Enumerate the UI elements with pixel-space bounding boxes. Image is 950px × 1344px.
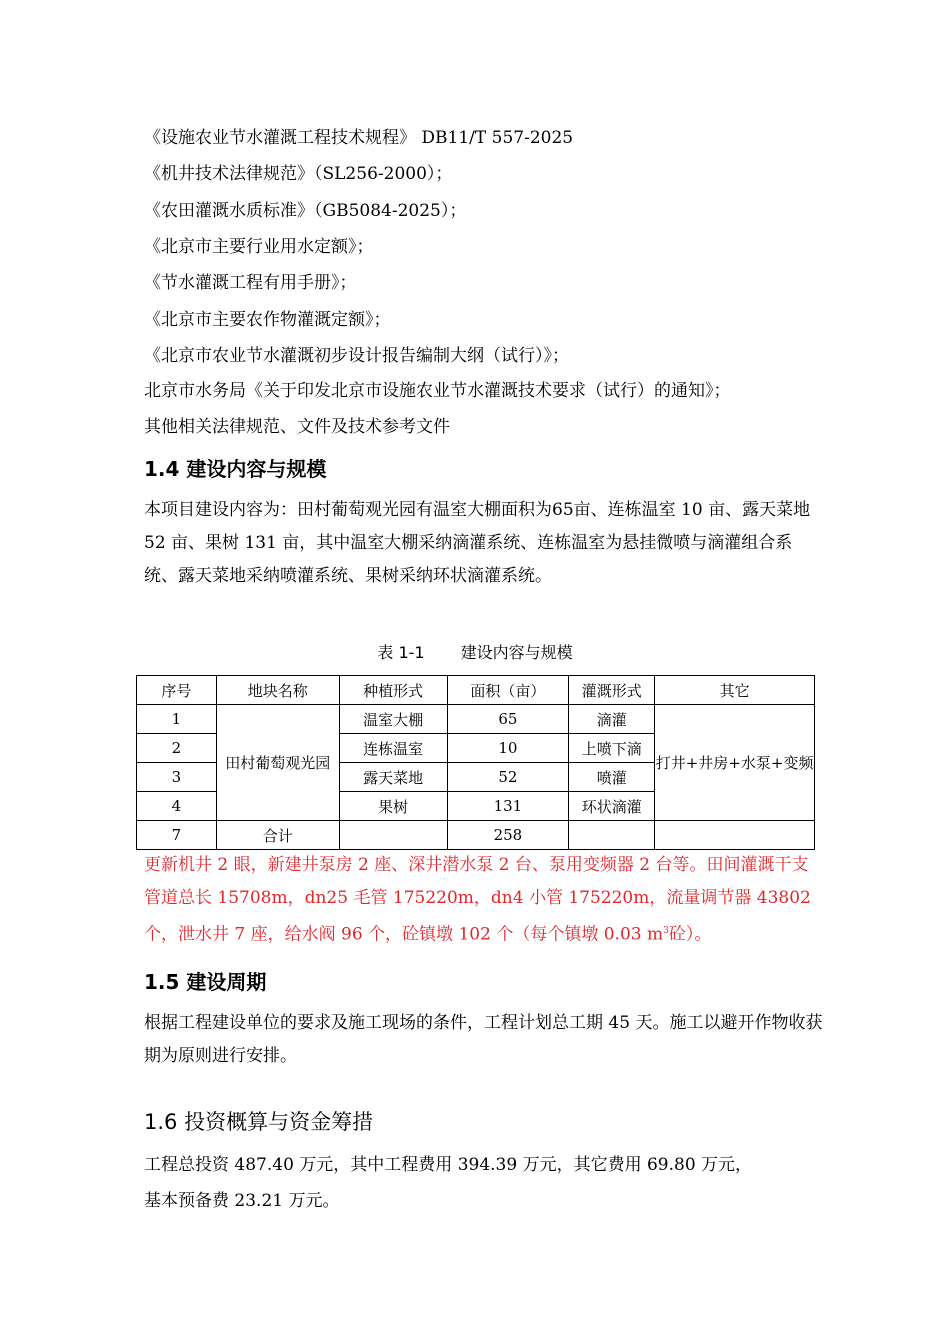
- table-header: 地块名称: [216, 676, 339, 705]
- red-note-text: 更新机井 2 眼，新建井泵房 2 座、深井潜水泵 2 台、泵用变频器 2 台等。田间灌溉干支管道总长 15708m，dn25 毛管 175220m，dn4 小管 175220m，流量调节器 43802 个，泄水井 7 座，给水阀 96 个，砼镇墩 102 个（每个镇墩 0.03 m: [144, 855, 811, 945]
- table-cell-area: 131: [447, 792, 569, 821]
- table-row: [137, 705, 815, 734]
- table-cell-irrigation: 喷灌: [569, 763, 655, 792]
- table-cell-irrigation: 上喷下滴: [569, 734, 655, 763]
- table-cell-other: 打井+井房+水泵+变频: [655, 705, 815, 821]
- section-heading-1-6: 1.6 投资概算与资金筹措: [144, 1110, 374, 1134]
- table-cell-total-label: 合计: [216, 821, 339, 850]
- table-header: 其它: [655, 676, 815, 705]
- table-cell-area: 10: [447, 734, 569, 763]
- reference-item: 《农田灌溉水质标准》（GB5084-2025）；: [144, 201, 467, 221]
- table-cell-empty: [655, 821, 815, 850]
- table-cell-no: 3: [137, 763, 217, 792]
- table-cell-total-area: 258: [447, 821, 569, 850]
- table-cell-no: 7: [137, 821, 217, 850]
- table-header: 种植形式: [339, 676, 447, 705]
- construction-scale-table: [136, 675, 815, 850]
- table-header: 面积（亩）: [447, 676, 569, 705]
- table-cell-form: 连栋温室: [339, 734, 447, 763]
- table-cell-form: 温室大棚: [339, 705, 447, 734]
- table-cell-site-name: 田村葡萄观光园: [216, 705, 339, 821]
- table-cell-irrigation: 环状滴灌: [569, 792, 655, 821]
- reference-item: 《北京市主要农作物灌溉定额》；: [144, 310, 391, 330]
- table-cell-form: 果树: [339, 792, 447, 821]
- section-1-5-paragraph: 根据工程建设单位的要求及施工现场的条件，工程计划总工期 45 天。施工以避开作物收获期为原则进行安排。: [144, 1013, 823, 1066]
- section-heading-1-4: 1.4 建设内容与规模: [144, 457, 327, 481]
- table-cell-area: 65: [447, 705, 569, 734]
- table-header: 灌溉形式: [569, 676, 655, 705]
- reference-item: 《机井技术法律规范》（SL256-2000）；: [144, 164, 453, 184]
- table-cell-area: 52: [447, 763, 569, 792]
- reference-item: 其他相关法律规范、文件及技术参考文件: [144, 417, 450, 437]
- reference-item: 北京市水务局《关于印发北京市设施农业节水灌溉技术要求（试行）的通知》；: [144, 381, 731, 401]
- table-total-row: [137, 821, 815, 850]
- table-cell-form: 露天菜地: [339, 763, 447, 792]
- reference-item: 《北京市农业节水灌溉初步设计报告编制大纲（试行）》；: [144, 346, 569, 366]
- reference-item: 《北京市主要行业用水定额》；: [144, 237, 374, 257]
- table-caption: [0, 640, 950, 663]
- reference-item: 《设施农业节水灌溉工程技术规程》 DB11/T 557-2025: [144, 128, 574, 148]
- table-cell-empty: [569, 821, 655, 850]
- table-header: 序号: [137, 676, 217, 705]
- reference-item: 《节水灌溉工程有用手册》；: [144, 273, 357, 293]
- section-1-6-line: 基本预备费 23.21 万元。: [144, 1191, 340, 1211]
- red-note-text-end: 砼）。: [668, 924, 712, 945]
- section-1-4-paragraph: 本项目建设内容为：田村葡萄观光园有温室大棚面积为65亩、连栋温室 10 亩、露天菜地 52 亩、果树 131 亩，其中温室大棚采纳滴灌系统、连栋温室为悬挂微喷与滴灌组合系统、露天菜地采纳喷灌系统、果树采纳环状滴灌系统。: [144, 500, 811, 586]
- table-cell-irrigation: 滴灌: [569, 705, 655, 734]
- table-header-row: [137, 676, 815, 705]
- red-construction-note: [144, 849, 824, 952]
- section-heading-1-5: 1.5 建设周期: [144, 970, 267, 994]
- table-cell-empty: [339, 821, 447, 850]
- table-cell-no: 1: [137, 705, 217, 734]
- table-caption-title: 建设内容与规模: [460, 643, 573, 662]
- table-cell-no: 2: [137, 734, 217, 763]
- table-caption-number: 表 1-1: [377, 643, 425, 662]
- section-1-6-line: 工程总投资 487.40 万元，其中工程费用 394.39 万元，其它费用 69.80 万元，: [144, 1155, 753, 1175]
- table-cell-no: 4: [137, 792, 217, 821]
- red-note-superscript: 3: [663, 926, 669, 936]
